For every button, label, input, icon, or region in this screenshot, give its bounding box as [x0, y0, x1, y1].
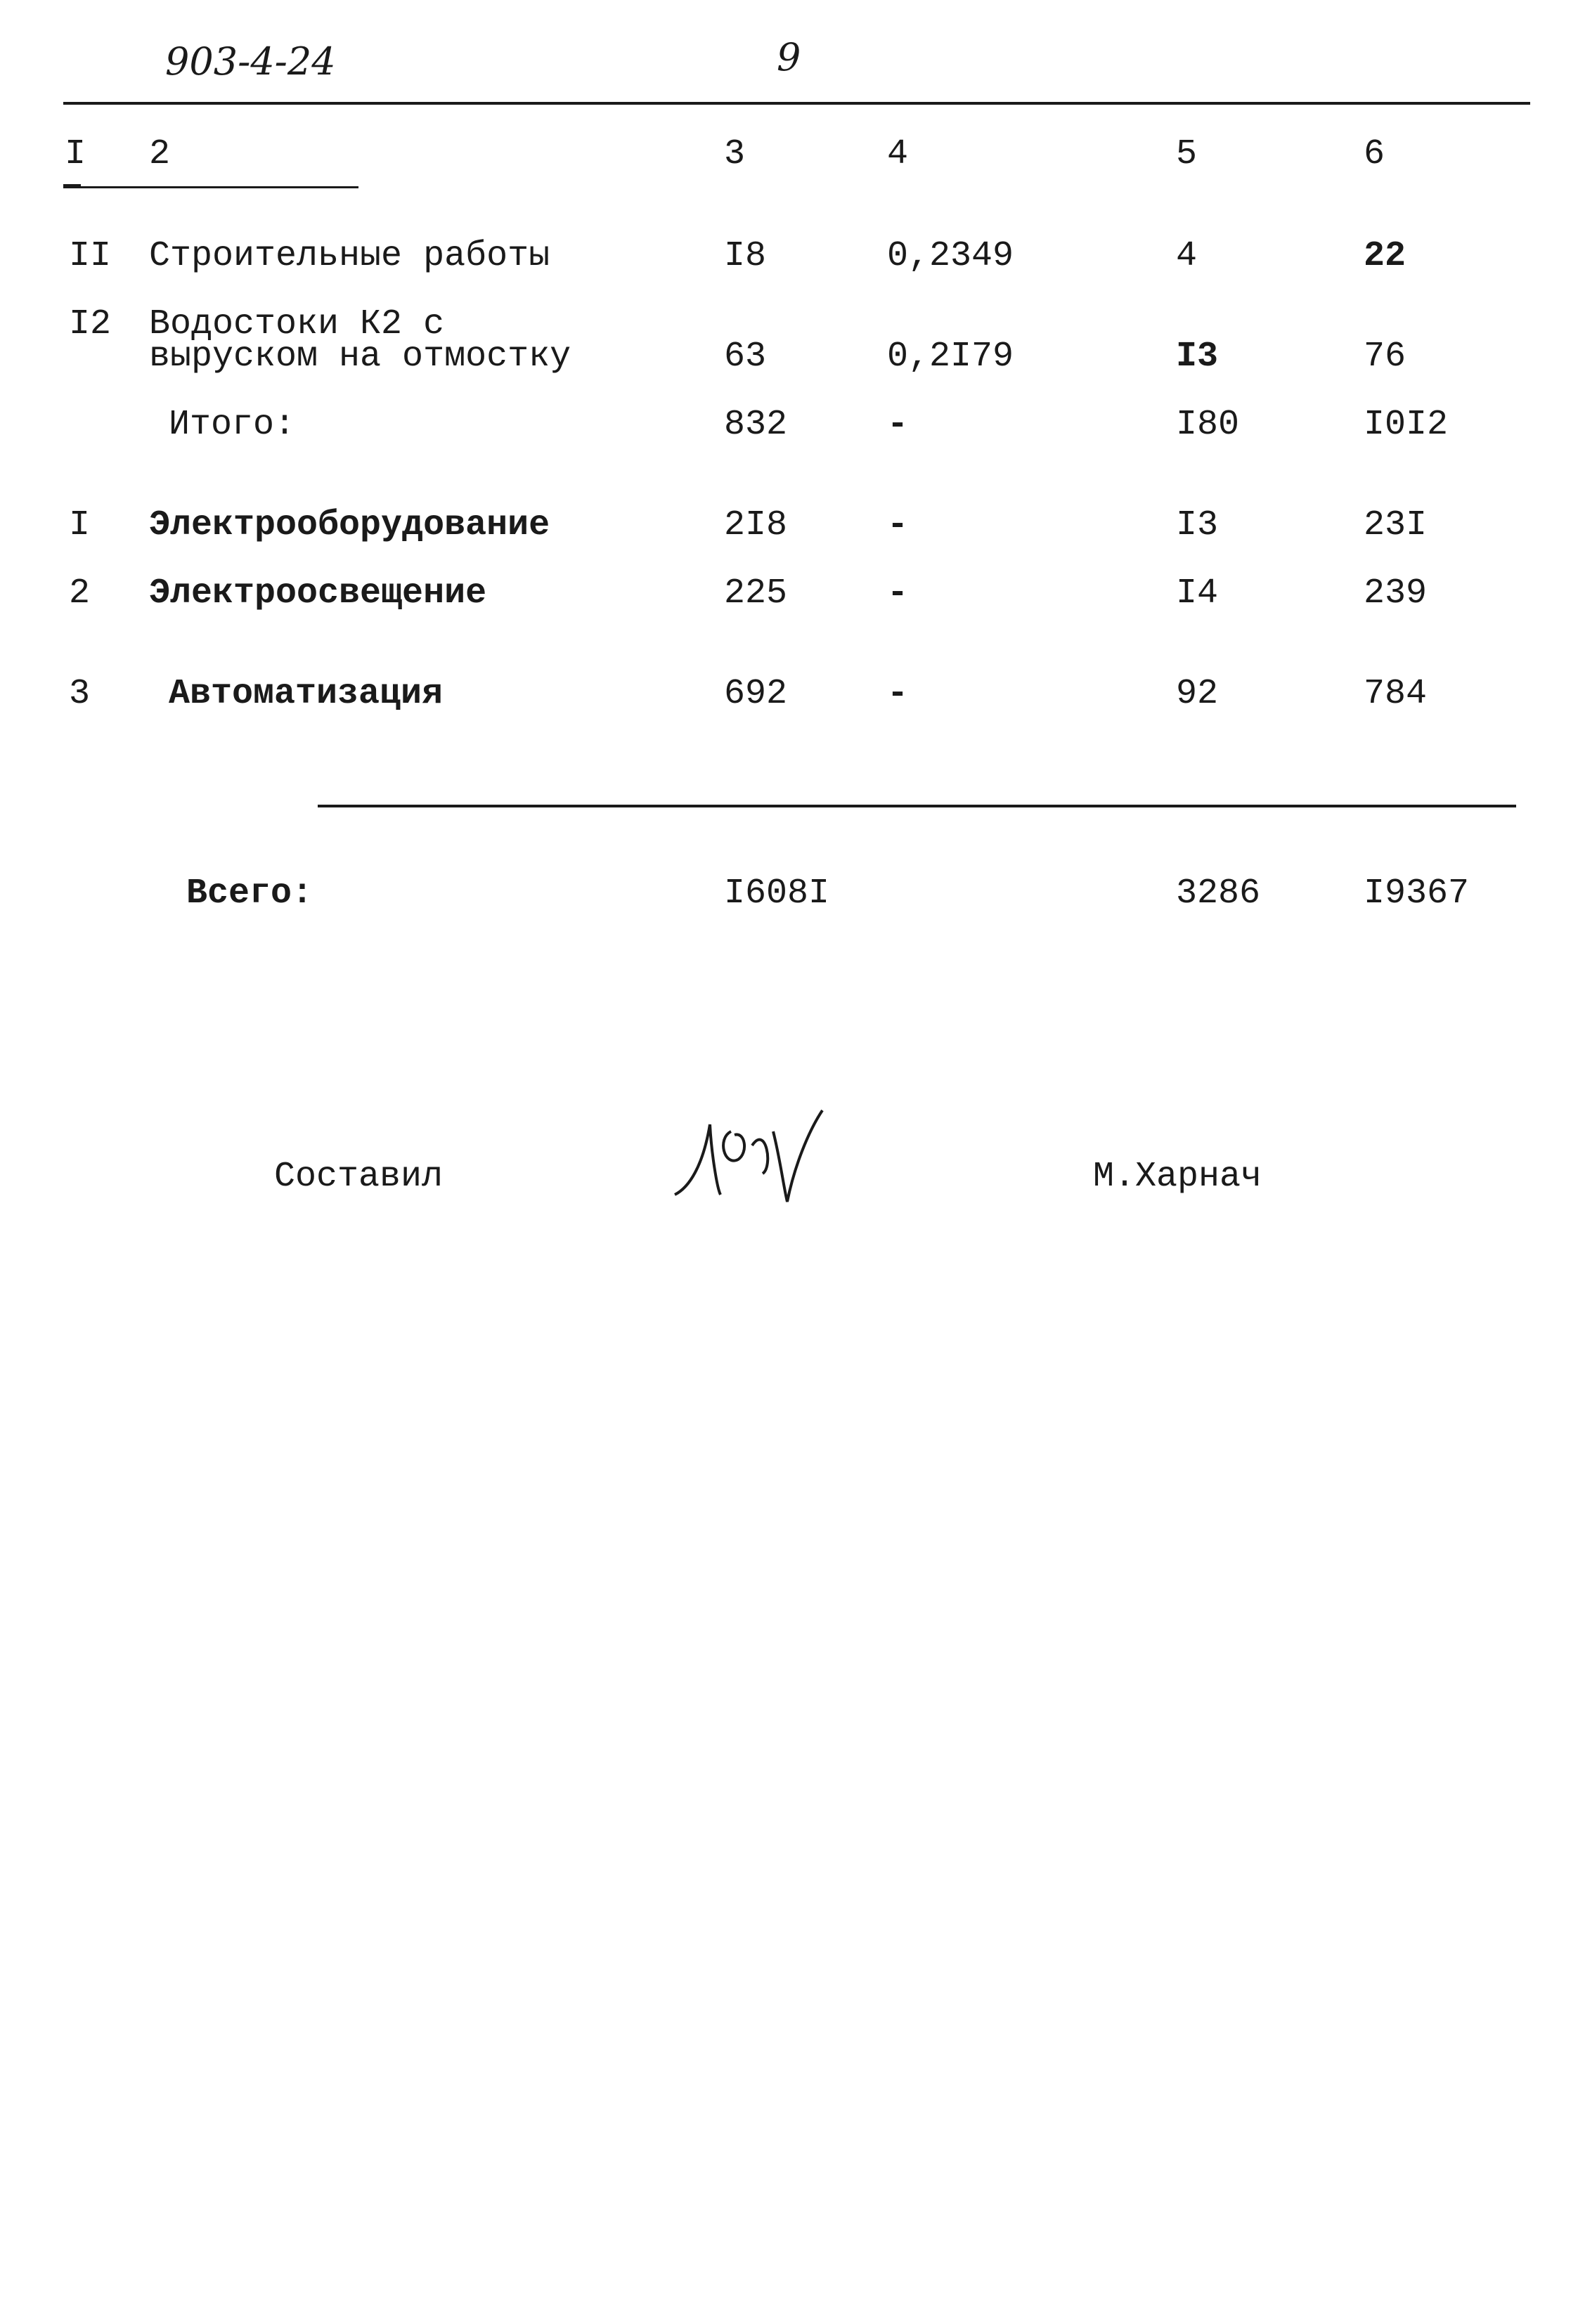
column-header-2: 2 [149, 134, 171, 174]
row-col3: 832 [724, 405, 788, 445]
row-number: II [69, 236, 112, 276]
row-col6: I0I2 [1364, 405, 1449, 445]
subtotal-label: Итого: [169, 405, 296, 445]
total-label: Всего: [186, 874, 313, 914]
row-col5: 92 [1176, 674, 1219, 714]
column-header-4: 4 [887, 134, 909, 174]
total-col3: I608I [724, 874, 830, 914]
document-code: 903-4-24 [165, 39, 336, 84]
row-col6: 22 [1364, 236, 1406, 276]
row-col3: 63 [724, 337, 767, 377]
row-number: I2 [69, 304, 112, 344]
row-name: Электроосвещение [149, 573, 487, 614]
row-col5: I3 [1176, 337, 1219, 377]
total-col6: I9367 [1364, 874, 1470, 914]
row-col5: I4 [1176, 573, 1219, 614]
column-header-6: 6 [1364, 134, 1385, 174]
row-col4: - [887, 674, 909, 714]
author-name: М.Харнач [1093, 1157, 1262, 1197]
compiled-by-label: Составил [274, 1157, 444, 1197]
row-col6: 784 [1364, 674, 1428, 714]
row-name-line-1: Водостоки К2 с [149, 304, 445, 344]
row-col4: - [887, 405, 909, 445]
column-header-1: I [65, 134, 86, 174]
page-number: 9 [777, 35, 801, 79]
column-header-3: 3 [724, 134, 746, 174]
row-col4: 0,2I79 [887, 337, 1014, 377]
column-header-2-underline [63, 186, 358, 188]
total-col5: 3286 [1176, 874, 1261, 914]
row-col3: I8 [724, 236, 767, 276]
total-divider [318, 805, 1516, 807]
row-col6: 239 [1364, 573, 1428, 614]
row-col6: 23I [1364, 505, 1428, 545]
column-header-5: 5 [1176, 134, 1198, 174]
row-name-line-2: выруском на отмостку [149, 337, 571, 377]
row-number: I [69, 505, 91, 545]
row-col3: 2I8 [724, 505, 788, 545]
top-rule [63, 102, 1530, 105]
row-name: Автоматизация [169, 674, 444, 714]
row-col5: I3 [1176, 505, 1219, 545]
row-col4: 0,2349 [887, 236, 1014, 276]
row-col6: 76 [1364, 337, 1406, 377]
row-col4: - [887, 573, 909, 614]
row-col3: 225 [724, 573, 788, 614]
row-col5: 4 [1176, 236, 1198, 276]
row-number: 2 [69, 573, 91, 614]
row-col3: 692 [724, 674, 788, 714]
row-col5: I80 [1176, 405, 1240, 445]
row-name: Электрооборудование [149, 505, 550, 545]
row-name: Строительные работы [149, 236, 550, 276]
row-number: 3 [69, 674, 91, 714]
signature [668, 1082, 865, 1223]
row-col4: - [887, 505, 909, 545]
